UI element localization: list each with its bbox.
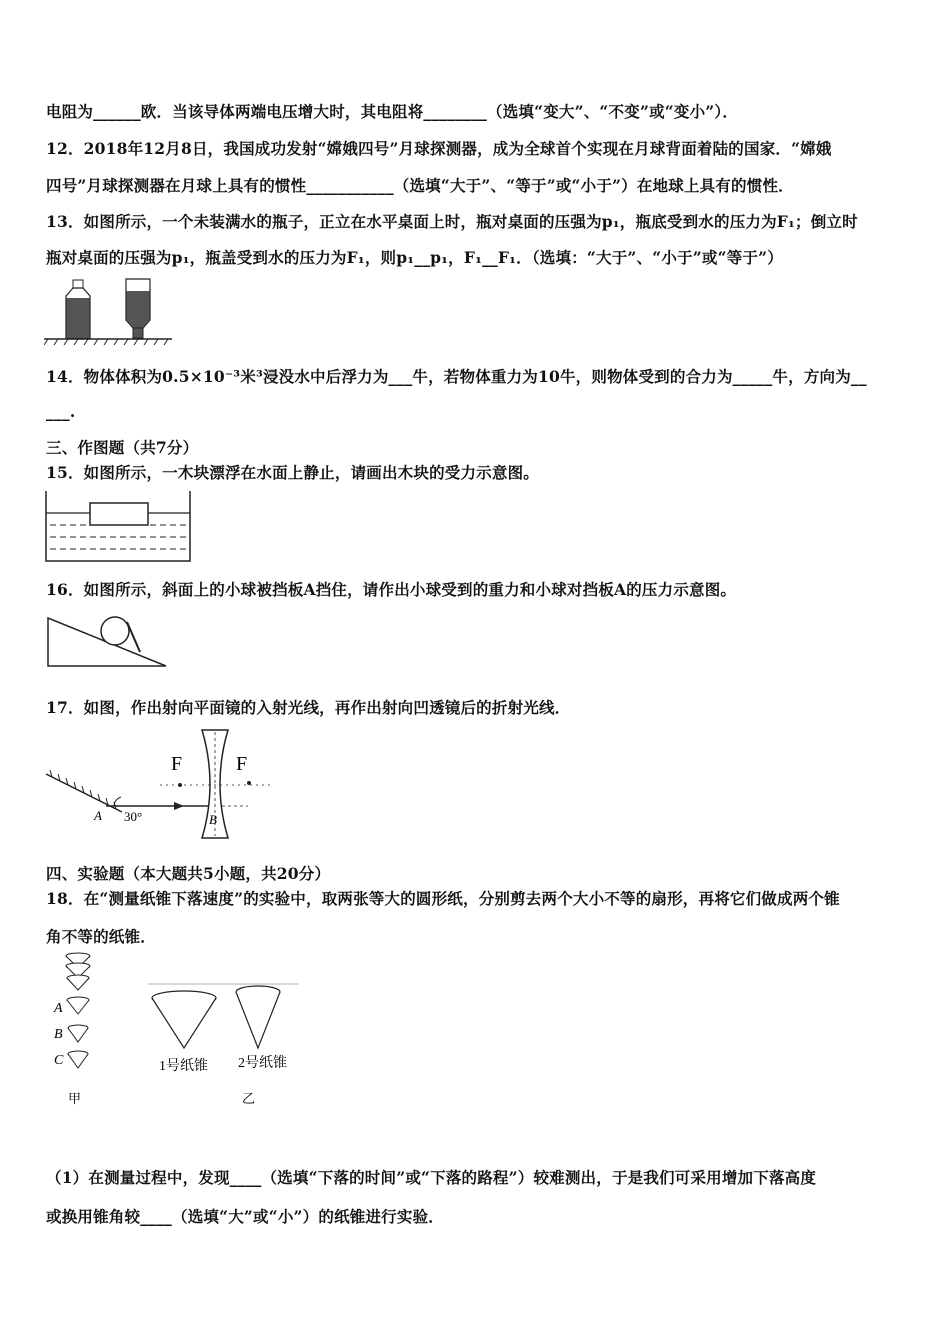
angle-label: 30°: [124, 809, 143, 824]
q12-line1: 12．2018年12月8日，我国成功发射“嫦娥四号”月球探测器，成为全球首个实现在月球背面着陆的国家．“嫦娥: [46, 139, 832, 158]
cone2-body: [236, 992, 280, 1048]
section3-title: 三、作图题（共7分）: [46, 438, 199, 457]
q15: 15．如图所示，一木块漂浮在水面上静止，请画出木块的受力示意图。: [46, 463, 539, 482]
upright-bottle: [66, 280, 90, 338]
caption-right: 乙: [242, 1091, 256, 1106]
q17: 17．如图，作出射向平面镜的入射光线，再作出射向凹透镜后的折射光线．: [46, 698, 571, 717]
cone1-body: [152, 998, 216, 1048]
incline-figure: [44, 604, 169, 669]
point-b-label: B: [209, 812, 217, 827]
stacked-cones: [66, 953, 90, 1068]
q18-line1: 18．在“测量纸锥下落速度”的实验中，取两张等大的圆形纸，分别剪去两个大小不等的扇形，再将它们做成两个锥: [46, 889, 840, 908]
focus-left-label: F: [171, 753, 183, 775]
q13-line2: 瓶对桌面的压强为p₁，瓶盖受到水的压力为F₁，则p₁__p₁，F₁__F₁．（选填：“大于”、“小于”或“等于”）: [46, 248, 783, 267]
q11-tail: 电阻为______欧．当该导体两端电压增大时，其电阻将________（选填“变大”、“不变”或“变小”）．: [46, 102, 739, 121]
q16: 16．如图所示，斜面上的小球被挡板A挡住，请作出小球受到的重力和小球对挡板A的压力示意图。: [46, 580, 737, 599]
q18-1-line2: 或换用锥角较____（选填“大”或“小”）的纸锥进行实验．: [46, 1207, 444, 1226]
mirror-lens-figure: [44, 726, 274, 846]
focus-right-label: F: [236, 753, 248, 775]
paper-cone-figure: [44, 950, 314, 1115]
q13-line1: 13．如图所示，一个未装满水的瓶子，正立在水平桌面上时，瓶对桌面的压强为p₁，瓶底受到水的压力为F₁；倒立时: [46, 212, 858, 231]
small-ball: [101, 617, 129, 645]
focus-right-dot: [247, 781, 251, 785]
cone-label-c: C: [54, 1053, 64, 1068]
floating-block-figure: [44, 489, 194, 564]
inverted-bottle: [126, 279, 150, 338]
caption-left: 甲: [68, 1091, 82, 1106]
q14-line1: 14．物体体积为0.5×10⁻³米³浸没水中后浮力为___牛，若物体重力为10牛，则物体受到的合力为_____牛，方向为__: [46, 367, 867, 386]
bottles-figure: [44, 276, 174, 346]
cone2-caption: 2号纸锥: [238, 1056, 287, 1071]
cone-label-a: A: [54, 1001, 63, 1016]
q14-line2: ___.: [46, 402, 76, 421]
q18-line2: 角不等的纸锥．: [46, 927, 156, 946]
point-a-label: A: [94, 808, 102, 823]
q18-1-line1: （1）在测量过程中，发现____（选填“下落的时间”或“下落的路程”）较难测出，于是我们可采用增加下落高度: [46, 1168, 817, 1187]
q12-line2: 四号”月球探测器在月球上具有的惯性___________（选填“大于”、“等于”或“小于”）在地球上具有的惯性．: [46, 176, 794, 195]
cone-label-b: B: [54, 1027, 63, 1042]
cone1-caption: 1号纸锥: [159, 1059, 208, 1074]
section4-title: 四、实验题（本大题共5小题，共20分）: [46, 864, 331, 883]
wood-block: [90, 503, 148, 525]
